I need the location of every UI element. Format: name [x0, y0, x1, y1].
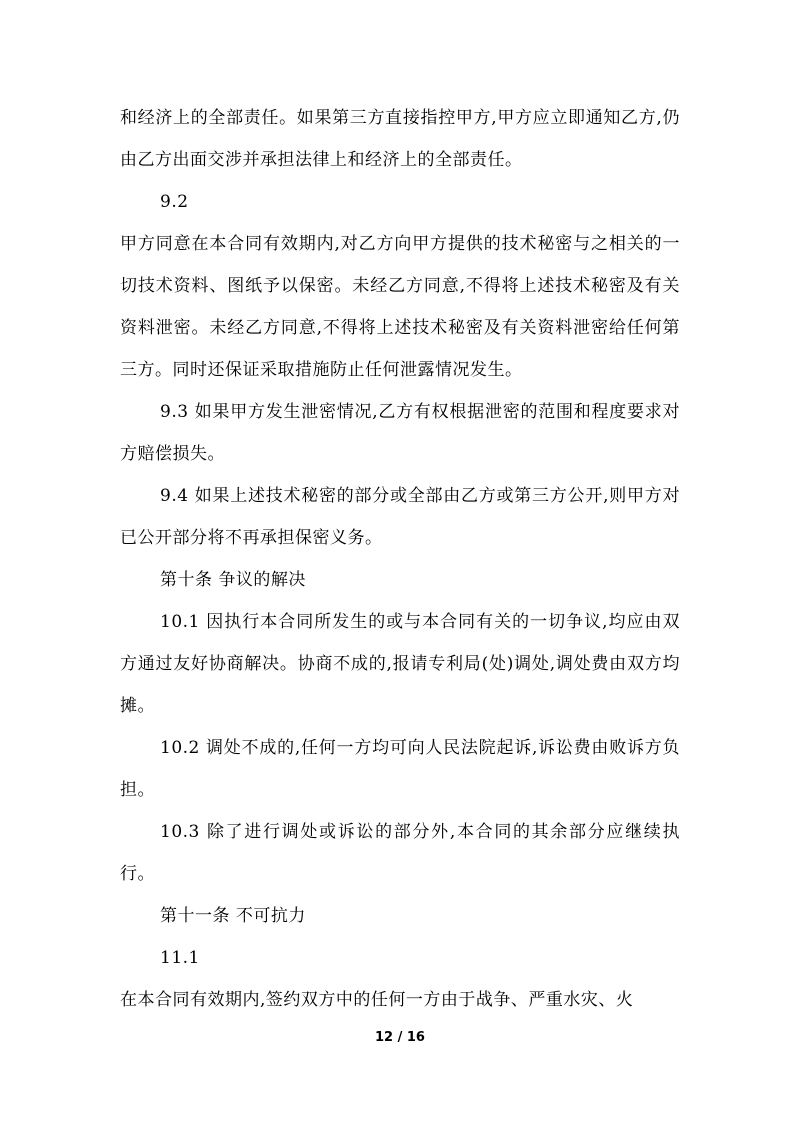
clause-9-2-text: 甲方同意在本合同有效期内,对乙方向甲方提供的技术秘密与之相关的一切技术资料、图纸予以保密。未经乙方同意,不得将上述技术秘密及有关资料泄密。未经乙方同意,不得将上述技术秘密及有关资料泄密给任何第三方。同时还保证采取措施防止任何泄露情况发生。	[120, 234, 680, 380]
article-10-heading: 第十条 争议的解决	[160, 570, 306, 590]
page-number: 12 / 16	[375, 1030, 425, 1045]
clause-10-2: 10.2 调处不成的,任何一方均可向人民法院起诉,诉讼费由败诉方负担。	[120, 738, 680, 800]
clause-10-3: 10.3 除了进行调处或诉讼的部分外,本合同的其余部分应继续执行。	[120, 822, 680, 884]
article-11-heading: 第十一条 不可抗力	[160, 906, 306, 926]
clause-9-3: 9.3 如果甲方发生泄密情况,乙方有权根据泄密的范围和程度要求对方赔偿损失。	[120, 402, 680, 464]
clause-9-4: 9.4 如果上述技术秘密的部分或全部由乙方或第三方公开,则甲方对已公开部分将不再承担保密义务。	[120, 486, 680, 548]
clause-10-1: 10.1 因执行本合同所发生的或与本合同有关的一切争议,均应由双方通过友好协商解决。协商不成的,报请专利局(处)调处,调处费由双方均摊。	[120, 612, 680, 716]
paragraph-continuation: 和经济上的全部责任。如果第三方直接指控甲方,甲方应立即通知乙方,仍由乙方出面交涉并承担法律上和经济上的全部责任。	[120, 108, 680, 170]
document-body	[120, 97, 680, 1021]
clause-9-2-number: 9.2	[160, 192, 189, 212]
clause-11-1-text: 在本合同有效期内,签约双方中的任何一方由于战争、严重水灾、火	[120, 990, 634, 1010]
clause-11-1-number: 11.1	[160, 948, 200, 968]
